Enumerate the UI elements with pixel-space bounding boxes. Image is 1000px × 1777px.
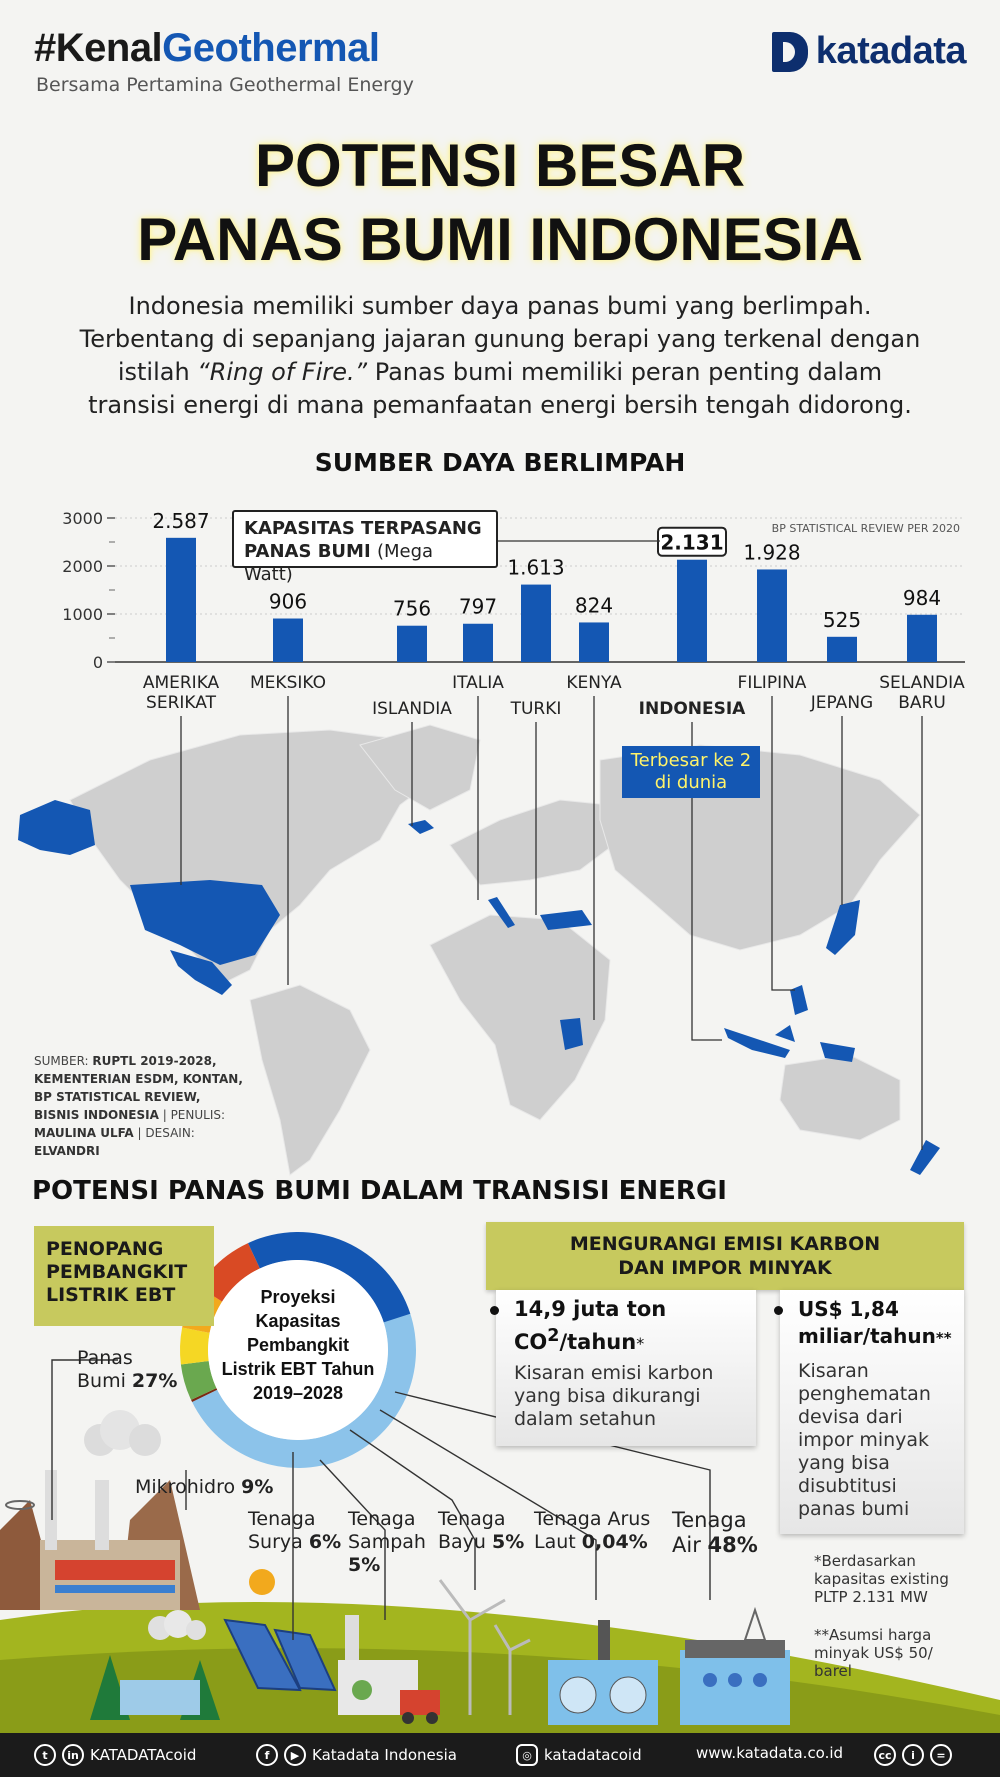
hydro-dam-icon bbox=[680, 1610, 790, 1725]
category-label: TURKI bbox=[510, 699, 562, 719]
section-title-sumber: SUMBER DAYA BERLIMPAH bbox=[314, 448, 686, 477]
map-alaska bbox=[18, 800, 95, 855]
bar-turki bbox=[521, 585, 551, 662]
category-label: KENYA bbox=[566, 673, 622, 693]
bar-meksiko bbox=[273, 619, 303, 662]
category-label: BARU bbox=[898, 693, 946, 713]
bar-value-label: 1.613 bbox=[507, 555, 565, 580]
category-label: JEPANG bbox=[810, 693, 874, 713]
emisi-card-devisa bbox=[780, 1290, 964, 1534]
map-indonesia bbox=[724, 1025, 855, 1062]
emisi-header: MENGURANGI EMISI KARBON DAN IMPOR MINYAK bbox=[486, 1222, 964, 1290]
logo-text: katadata bbox=[815, 30, 966, 72]
footer-instagram[interactable]: ◎ katadatacoid bbox=[516, 1744, 642, 1766]
brand-subtitle: Bersama Pertamina Geothermal Energy bbox=[36, 74, 414, 96]
page-title-line2: PANAS BUMI INDONESIA bbox=[137, 206, 863, 273]
africa-land bbox=[430, 915, 610, 1120]
y-tick-label: 2000 bbox=[62, 557, 103, 576]
bar-italia bbox=[463, 624, 493, 662]
twitter-icon[interactable]: t bbox=[34, 1744, 56, 1766]
youtube-icon[interactable]: ▶ bbox=[284, 1744, 306, 1766]
label-surya: Tenaga Surya 6% bbox=[248, 1508, 342, 1553]
bar-value-label: 906 bbox=[268, 589, 308, 614]
y-tick-label: 0 bbox=[92, 653, 103, 672]
geothermal-plant-icon bbox=[0, 1410, 200, 1610]
bar-filipina bbox=[757, 569, 787, 662]
label-tenaga-air: Tenaga Air 48% bbox=[672, 1508, 758, 1557]
bar-kenya bbox=[579, 622, 609, 662]
donut-slice-tenaga-sampah bbox=[180, 1328, 210, 1365]
bar-value-label: 984 bbox=[902, 585, 942, 610]
chart-title-part1: KAPASITAS TERPASANG bbox=[244, 518, 482, 539]
chart-title-part2: PANAS BUMI bbox=[244, 541, 371, 562]
indonesia-callout: Terbesar ke 2 di dunia bbox=[622, 746, 760, 798]
devisa-value: US$ 1,84 miliar/tahun** bbox=[798, 1297, 952, 1348]
bar-value-label: 797 bbox=[458, 594, 498, 619]
chart-unit: (Mega Watt) bbox=[244, 541, 434, 585]
co2-description: Kisaran emisi karbon yang bisa dikurangi dalam setahun bbox=[514, 1362, 714, 1430]
intro-paragraph: Indonesia memiliki sumber daya panas bumi yang berlimpah. Terbentang di sepanjang jajaran gunung berapi yang terkenal dengan istilah “Ring of Fire.” Panas bumi memiliki peran penting dalam transisi energi di mana pemanfaatan energi bersih tengah didorong. bbox=[79, 292, 921, 419]
category-label: SERIKAT bbox=[146, 693, 216, 713]
australia-land bbox=[780, 1055, 900, 1140]
katadata-logo bbox=[772, 30, 966, 73]
footnote-2: **Asumsi harga minyak US$ 50/ barel bbox=[814, 1626, 933, 1680]
bar-value-label: 1.928 bbox=[743, 540, 801, 565]
footer-twitter-linkedin[interactable]: t in KATADATAcoid bbox=[34, 1744, 196, 1766]
south-america-land bbox=[250, 985, 370, 1175]
label-panas-bumi: Panas Bumi 27% bbox=[77, 1347, 178, 1392]
category-label: MEKSIKO bbox=[250, 673, 326, 693]
bar-value-label: 2.131 bbox=[660, 530, 724, 555]
linkedin-icon[interactable]: in bbox=[62, 1744, 84, 1766]
footer-website[interactable]: www.katadata.co.id bbox=[696, 1744, 844, 1762]
footer-bar bbox=[0, 1733, 1000, 1777]
category-label: FILIPINA bbox=[737, 673, 807, 693]
devisa-description: Kisaran penghematan devisa dari impor minyak yang bisa disubtitusi panas bumi bbox=[798, 1360, 931, 1520]
page-title-line1: POTENSI BESAR bbox=[254, 132, 746, 199]
label-arus-laut: Tenaga Arus Laut 0,04% bbox=[534, 1508, 651, 1553]
category-label: AMERIKA bbox=[142, 673, 220, 693]
donut-center-label: Proyeksi Kapasitas Pembangkit Listrik EBT Tahun 2019–2028 bbox=[221, 1287, 375, 1403]
bar-value-label: 525 bbox=[822, 607, 862, 632]
bar-value-label: 2.587 bbox=[152, 508, 210, 533]
chart-source-note: BP STATISTICAL REVIEW PER 2020 bbox=[771, 522, 960, 535]
bullet-icon bbox=[774, 1306, 783, 1315]
label-bayu: Tenaga Bayu 5% bbox=[438, 1508, 525, 1553]
cc-icon: cc bbox=[874, 1744, 896, 1766]
bar-amerika-serikat bbox=[166, 538, 196, 662]
hashtag-title: #KenalGeothermal bbox=[34, 26, 380, 70]
source-credits: SUMBER: RUPTL 2019-2028, KEMENTERIAN ESDM, KONTAN, BP STATISTICAL REVIEW, BISNIS INDONESIA | PENULIS: MAULINA ULFA | DESAIN: ELVANDRI bbox=[34, 1054, 243, 1158]
bar-chart-map bbox=[0, 500, 1000, 1060]
bar-selandia-baru bbox=[907, 615, 937, 662]
chart-title-box bbox=[232, 510, 498, 585]
no-derivatives-icon: = bbox=[930, 1744, 952, 1766]
map-new-zealand bbox=[910, 1140, 940, 1175]
y-tick-label: 3000 bbox=[62, 509, 103, 528]
penopang-label: PENOPANG PEMBANGKIT LISTRIK EBT bbox=[34, 1226, 214, 1326]
category-label: INDONESIA bbox=[638, 699, 746, 719]
emisi-card-co2 bbox=[496, 1290, 756, 1446]
section-title-transisi: POTENSI PANAS BUMI DALAM TRANSISI ENERGI bbox=[32, 1176, 727, 1206]
bar-value-label: 756 bbox=[392, 596, 432, 621]
facebook-icon[interactable]: f bbox=[256, 1744, 278, 1766]
instagram-icon[interactable]: ◎ bbox=[516, 1744, 538, 1766]
category-label: SELANDIA bbox=[879, 673, 965, 693]
attribution-icon: i bbox=[902, 1744, 924, 1766]
y-tick-label: 1000 bbox=[62, 605, 103, 624]
category-label: ITALIA bbox=[452, 673, 504, 693]
bar-jepang bbox=[827, 637, 857, 662]
co2-value: 14,9 juta ton $CO^2/tahun*$ bbox=[514, 1297, 667, 1354]
map-turkey bbox=[540, 910, 592, 930]
bar-islandia bbox=[397, 626, 427, 662]
label-mikrohidro: Mikrohidro 9% bbox=[135, 1476, 274, 1498]
katadata-logo-icon bbox=[772, 32, 808, 72]
bar-value-label: 824 bbox=[574, 593, 614, 618]
bullet-icon bbox=[490, 1306, 499, 1315]
category-label: ISLANDIA bbox=[372, 699, 452, 719]
label-sampah: Tenaga Sampah 5% bbox=[348, 1508, 426, 1576]
footer-facebook-youtube[interactable]: f ▶ Katadata Indonesia bbox=[256, 1744, 457, 1766]
bar-indonesia bbox=[677, 560, 707, 662]
footer-license bbox=[874, 1744, 952, 1766]
footnote-1: *Berdasarkan kapasitas existing PLTP 2.131 MW bbox=[814, 1552, 949, 1606]
